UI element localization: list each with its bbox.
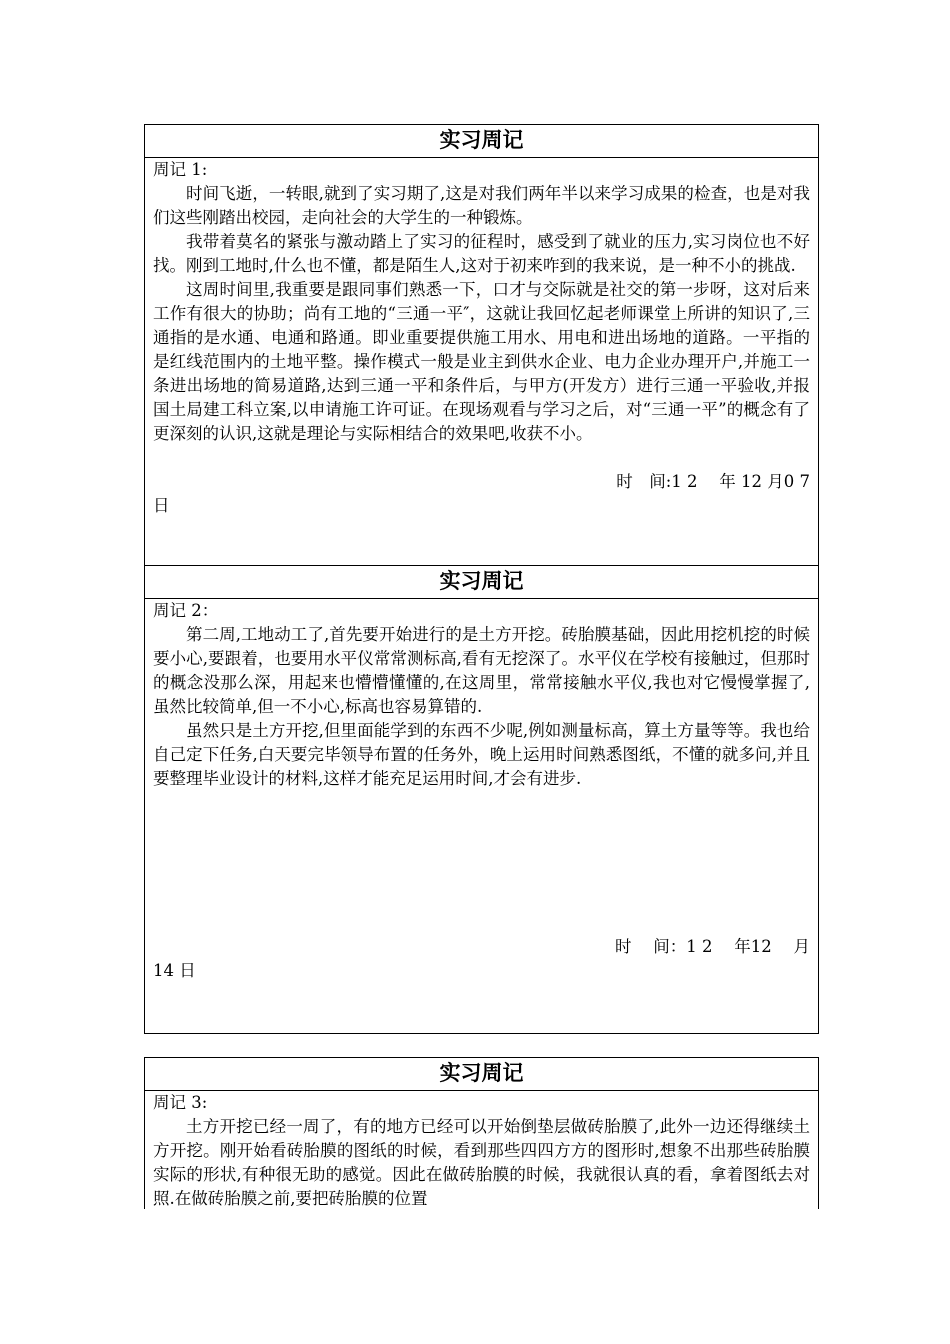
entry-1-label: 周记 1: bbox=[153, 160, 208, 179]
entry-3-title: 实习周记 bbox=[145, 1058, 818, 1091]
entry-3-label: 周记 3: bbox=[153, 1093, 208, 1112]
entry-3-paragraph-1: 土方开挖已经一周了，有的地方已经可以开始倒垫层做砖胎膜了,此外一边还得继续土方开挖。刚开始看砖胎膜的图纸的时候，看到那些四四方方的图形时,想象不出那些砖胎膜实际的形状,有种很无助的感觉。因此在做砖胎膜的时候，我就很认真的看，拿着图纸去对照.在做砖胎膜之前,要把砖胎膜的位置 bbox=[153, 1117, 810, 1208]
entry-2-date: 时 间：1 2 年12 月 bbox=[615, 937, 810, 956]
entry-1-paragraph-3: 这周时间里,我重要是跟同事们熟悉一下，口才与交际就是社交的第一步呀，这对后来工作有很大的协助；尚有工地的“三通一平″，这就让我回忆起老师课堂上所讲的知识了,三通指的是水通、电通和路通。即业重要提供施工用水、用电和进出场地的道路。一平指的是红线范围内的土地平整。操作模式一般是业主到供水企业、电力企业办理开户,并施工一条进出场地的简易道路,达到三通一平和条件后，与甲方(开发方）进行三通一平验收,并报国土局建工科立案,以申请施工许可证。在现场观看与学习之后，对“三通一平”的概念有了更深刻的认识,这就是理论与实际相结合的效果吧,收获不小。 bbox=[153, 280, 810, 443]
entry-1-date-day: 日 bbox=[153, 496, 170, 515]
entry-1-paragraph-2: 我带着莫名的紧张与激动踏上了实习的征程时，感受到了就业的压力,实习岗位也不好找。刚到工地时,什么也不懂，都是陌生人,这对于初来咋到的我来说，是一种不小的挑战. bbox=[153, 232, 810, 275]
entry-3-section bbox=[145, 1091, 818, 1211]
entry-2-section bbox=[145, 599, 818, 1033]
entry-1-title: 实习周记 bbox=[145, 125, 818, 158]
journal-table-2 bbox=[144, 1057, 819, 1209]
entry-1-date: 时 间:1 2 年 12 月0 7 bbox=[616, 472, 810, 491]
entry-2-title: 实习周记 bbox=[145, 566, 818, 599]
entry-1-section bbox=[145, 158, 818, 566]
entry-2-paragraph-2: 虽然只是土方开挖,但里面能学到的东西不少呢,例如测量标高，算土方量等等。我也给自己定下任务,白天要完毕领导布置的任务外，晚上运用时间熟悉图纸，不懂的就多问,并且要整理毕业设计的材料,这样才能充足运用时间,才会有进步. bbox=[153, 721, 810, 788]
entry-2-date-day: 14 日 bbox=[153, 961, 196, 980]
entry-1-paragraph-1: 时间飞逝，一转眼,就到了实习期了,这是对我们两年半以来学习成果的检查，也是对我们这些刚踏出校园，走向社会的大学生的一种锻炼。 bbox=[153, 184, 810, 227]
entry-2-label: 周记 2： bbox=[153, 601, 219, 620]
journal-table-1 bbox=[144, 124, 819, 1034]
entry-2-paragraph-1: 第二周,工地动工了,首先要开始进行的是土方开挖。砖胎膜基础，因此用挖机挖的时候要小心,要跟着，也要用水平仪常常测标高,看有无挖深了。水平仪在学校有接触过，但那时的概念没那么深，用起来也懵懵懂懂的,在这周里，常常接触水平仪,我也对它慢慢掌握了,虽然比较简单,但一不小心,标高也容易算错的. bbox=[153, 625, 810, 716]
